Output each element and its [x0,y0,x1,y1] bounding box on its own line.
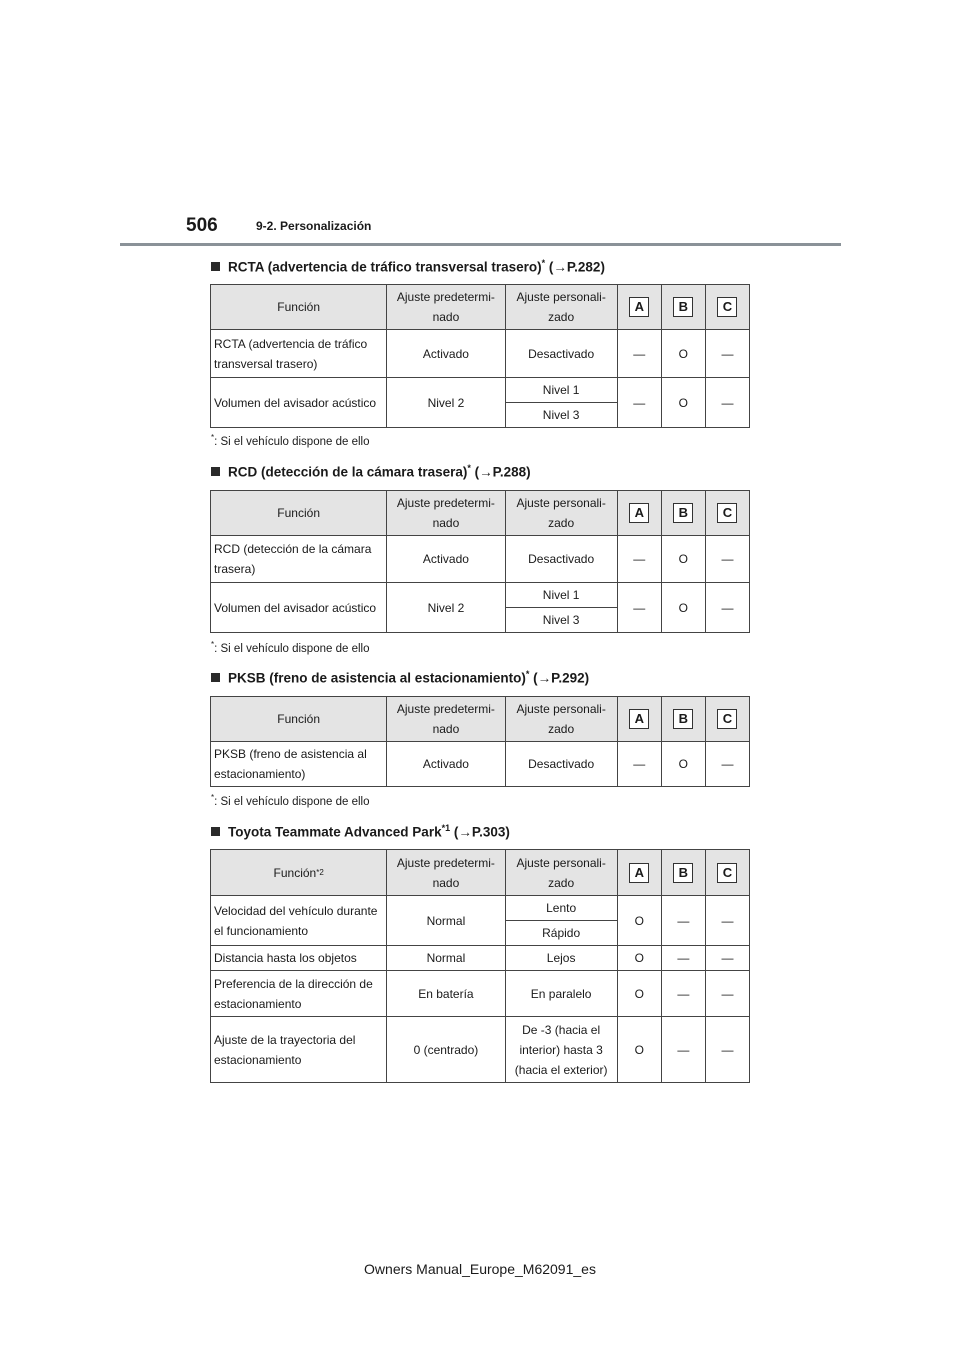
header-default: Ajuste predetermi-nado [387,491,505,536]
column-a-icon: A [629,297,649,317]
page-reference-link[interactable]: (→P.282) [548,259,605,275]
header-function: Función$^{*2}$ [211,850,387,896]
column-a-icon: A [629,503,649,523]
section-heading-advanced-park: Toyota Teammate Advanced Park$^{*1}$ (→P.303) [211,823,510,840]
column-b-icon: B [673,709,693,729]
page-reference-link[interactable]: (→P.292) [533,670,590,686]
section-label: 9-2. Personalización [256,219,372,233]
header-function: Función [211,285,387,330]
header-default: Ajuste predetermi-nado [387,285,505,330]
footnote: *: Si el vehículo dispone de ello [211,640,370,655]
page-reference-link[interactable]: (→P.303) [453,824,510,840]
column-c-icon: C [717,863,737,883]
column-a-icon: A [629,709,649,729]
table-row: Velocidad del vehículo durante el funcionamiento Normal Lento O — — [211,896,750,921]
square-bullet-icon [211,467,220,476]
rcd-settings-table: Función Ajuste predetermi-nado Ajuste personali-zado A B C RCD (detección de la cámara trasera) Activado Desactivado — O — Volumen del avisador acústico Nivel 2 Nivel 1 — O — Nivel 3 [210,490,750,633]
table-row: RCTA (advertencia de tráfico transversal trasero) Activado Desactivado — O — [211,330,750,378]
section-heading-rcd: RCD (detección de la cámara trasera)* (→P.288) [211,463,531,480]
header-custom: Ajuste personali-zado [505,697,617,742]
square-bullet-icon [211,673,220,682]
column-b-icon: B [673,297,693,317]
header-default: Ajuste predetermi-nado [387,850,505,896]
footnote: *: Si el vehículo dispone de ello [211,433,370,448]
column-b-icon: B [673,863,693,883]
page-number: 506 [186,215,218,236]
table-row: Distancia hasta los objetos Normal Lejos O — — [211,946,750,971]
table-row: Volumen del avisador acústico Nivel 2 Nivel 1 — O — [211,583,750,608]
column-c-icon: C [717,503,737,523]
header-function: Función [211,491,387,536]
section-heading-pksb: PKSB (freno de asistencia al estacionamiento)* (→P.292) [211,669,589,686]
square-bullet-icon [211,262,220,271]
pksb-settings-table [210,696,750,787]
header-custom: Ajuste personali-zado [505,850,617,896]
footnote: *: Si el vehículo dispone de ello [211,793,370,808]
header-custom: Ajuste personali-zado [505,491,617,536]
column-c-icon: C [717,297,737,317]
table-row: Preferencia de la dirección de estacionamiento En batería En paralelo O — — [211,971,750,1017]
column-c-icon: C [717,709,737,729]
rcta-settings-table: Función Ajuste predetermi-nado Ajuste personali-zado A B C RCTA (advertencia de tráfico transversal trasero) Activado Desactivado — O — Volumen del avisador acústico Nivel 2 Nivel 1 — O — Nivel 3 [210,284,750,428]
page-footer: Owners Manual_Europe_M62091_es [364,1261,596,1277]
section-heading-rcta: RCTA (advertencia de tráfico transversal trasero)* (→P.282) [211,258,605,275]
table-row: PKSB (freno de asistencia al estacionamiento) Activado Desactivado — O — [211,742,750,787]
header-rule [120,243,841,246]
header-custom: Ajuste personali-zado [505,285,617,330]
table-row: RCD (detección de la cámara trasera) Activado Desactivado — O — [211,536,750,583]
table-row: Ajuste de la trayectoria del estacionamiento 0 (centrado) De -3 (hacia el interior) hasta 3 (hacia el exterior) O — — [211,1017,750,1083]
table-row: Volumen del avisador acústico Nivel 2 Nivel 1 — O — [211,378,750,403]
square-bullet-icon [211,827,220,836]
advanced-park-settings-table: Función$^{*2}$ Ajuste predetermi-nado Ajuste personali-zado A B C Velocidad del vehículo durante el funcionamiento Normal Lento O — — Rápido Distancia hasta los objetos Normal Lejos O — — Preferencia de la dirección de estacionamiento En batería En paralelo O — — Ajuste de la trayectoria del estacionamiento 0 (centrado) De -3 (hacia el interior) hasta 3 (hacia el exterior) O — — [210,849,750,1083]
header-function: Función [211,697,387,742]
page-reference-link[interactable]: (→P.288) [474,464,531,480]
column-b-icon: B [673,503,693,523]
column-a-icon: A [629,863,649,883]
header-default: Ajuste predetermi-nado [387,697,505,742]
